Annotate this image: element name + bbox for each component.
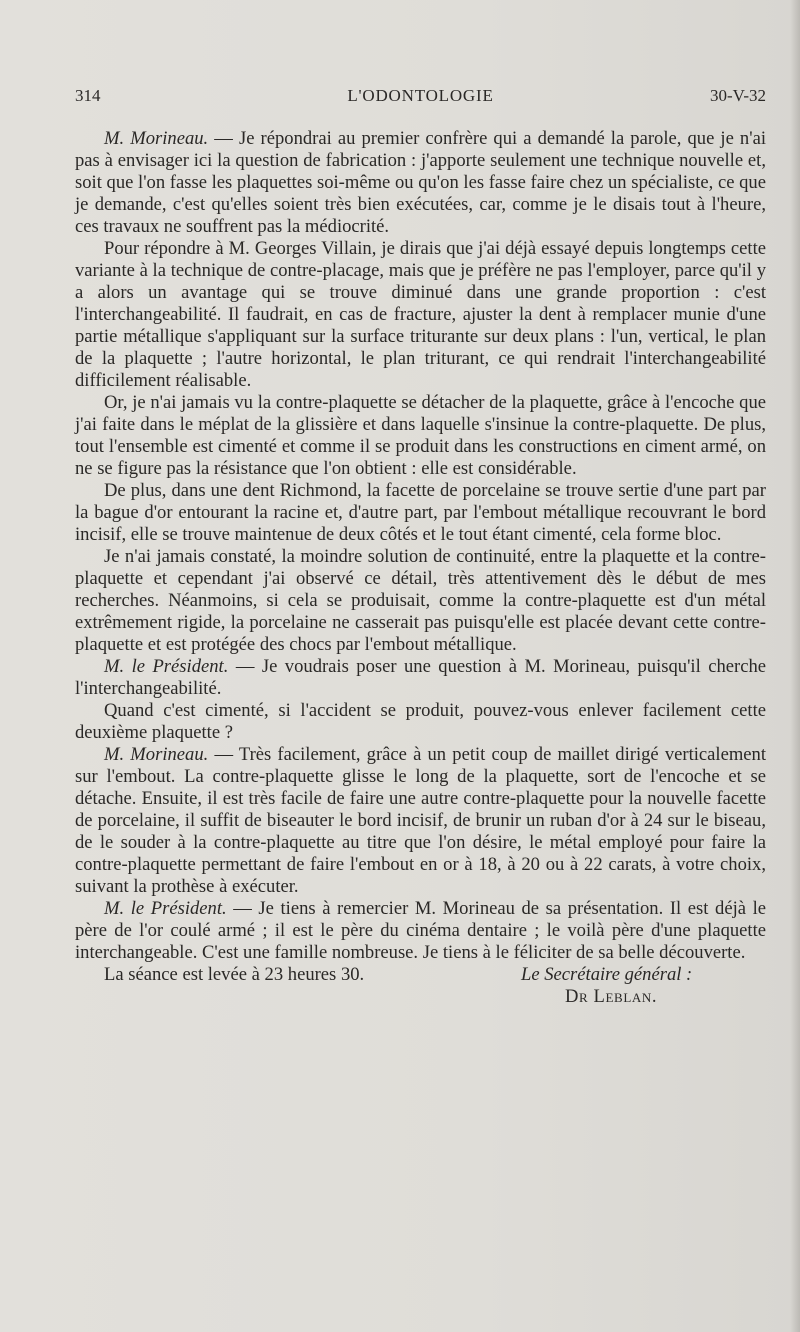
paragraph-text: Or, je n'ai jamais vu la contre-plaquette se détacher de la plaquette, grâce à l'encoche que j'ai faite dans le méplat de la glissière et dans laquelle s'insinue la contre-plaquette. De plus, tout l'ensemble est cimenté et comme il se produit dans les constructions en ciment armé, on ne se figure pas la résistance que l'on obtient : elle est considérable. <box>75 392 766 479</box>
paragraph <box>75 238 766 392</box>
paragraph-text: De plus, dans une dent Richmond, la facette de porcelaine se trouve sertie d'une part par la bague d'or entourant la racine et, d'autre part, par l'embout métallique recouvrant le bord incisif, elle se trouve maintenue de deux côtés et le tout étant cimenté, cela forme bloc. <box>75 480 766 545</box>
paragraph <box>75 546 766 656</box>
page-edge-shadow <box>790 0 800 1332</box>
paragraph-text: — Je voudrais poser une question à M. Morineau, puisqu'il cherche l'interchangeabilité. <box>75 656 766 699</box>
running-title: L'ODONTOLOGIE <box>347 86 494 105</box>
paragraph-text: — Très facilement, grâce à un petit coup de maillet dirigé verticalement sur l'embout. La contre-plaquette glisse le long de la plaquette, sort de l'encoche et se détache. Ensuite, il est très facile de faire une autre contre-plaquette pour la nouvelle facette de porcelaine, il suffit de biseauter le bord incisif, de brunir un ruban d'or à 24 sur le biseau, de le souder à la contre-plaquette au titre que l'on désire, le métal employé pour faire la contre-plaquette permettant de faire l'embout en or à 18, à 20 ou à 22 carats, à votre choix, suivant la prothèse à exécuter. <box>75 744 766 897</box>
paragraph <box>75 700 766 744</box>
speaker-name: M. Morineau. <box>104 128 209 149</box>
paragraph-text: — Je tiens à remercier M. Morineau de sa présentation. Il est déjà le père de l'or coulé armé ; il est le père du cinéma dentaire ; le voilà père d'une plaquette interchangeable. C'est une famille nombreuse. Je tiens à le féliciter de sa belle découverte. <box>75 898 766 963</box>
adjournment-line: La séance est levée à 23 heures 30. <box>104 964 365 985</box>
speaker-name: M. Morineau. <box>104 744 209 765</box>
speaker-name: M. le Président. <box>104 656 229 677</box>
paragraph-text: — Je répondrai au premier confrère qui a demandé la parole, que je n'ai pas à envisager ici la question de fabrication : j'apporte seulement une technique nouvelle et, soit que l'on fasse les plaquettes soi-même ou qu'on les fasse faire chez un spécialiste, ce que je demande, c'est qu'elles soient très bien exécutées, car, comme je le disais tout à l'heure, ces travaux ne souffrent pas la médiocrité. <box>75 128 766 237</box>
signature-title: Le Secrétaire général : <box>521 964 693 985</box>
closing-block <box>75 964 766 1014</box>
paragraph <box>75 480 766 546</box>
page-number: 314 <box>75 86 101 105</box>
speaker-name: M. le Président. <box>104 898 227 919</box>
paragraph-text: Quand c'est cimenté, si l'accident se produit, pouvez-vous enlever facilement cette deuxième plaquette ? <box>75 700 766 743</box>
paragraph <box>75 392 766 480</box>
paragraph <box>75 128 766 238</box>
paragraph <box>75 656 766 700</box>
signature-name: Dr Leblan. <box>565 986 658 1007</box>
paragraph <box>75 744 766 898</box>
paragraph-text: Pour répondre à M. Georges Villain, je dirais que j'ai déjà essayé depuis longtemps cette variante à la technique de contre-placage, mais que je préfère ne pas l'employer, parce qu'il y a alors un avantage qui se trouve diminué dans une grande proportion : c'est l'interchangeabilité. Il faudrait, en cas de fracture, ajuster la dent à remplacer munie d'une partie métallique s'appliquant sur la surface triturante sur deux plans : l'un, vertical, le plan de la plaquette ; l'autre horizontal, le plan triturant, ce qui rendrait l'interchangeabilité difficilement réalisable. <box>75 238 766 391</box>
paragraph <box>75 898 766 964</box>
paragraph-text: Je n'ai jamais constaté, la moindre solution de continuité, entre la plaquette et la contre-plaquette et cependant j'ai observé ce détail, très attentivement dès le début de mes recherches. Néanmoins, si cela se produisait, comme la contre-plaquette est d'un métal extrêmement rigide, la porcelaine ne casserait pas puisqu'elle est placée devant cette contre-plaquette et est protégée des chocs par l'embout métallique. <box>75 546 766 655</box>
issue-date: 30-V-32 <box>709 86 766 105</box>
article-body <box>75 128 766 1014</box>
running-header <box>75 86 766 114</box>
